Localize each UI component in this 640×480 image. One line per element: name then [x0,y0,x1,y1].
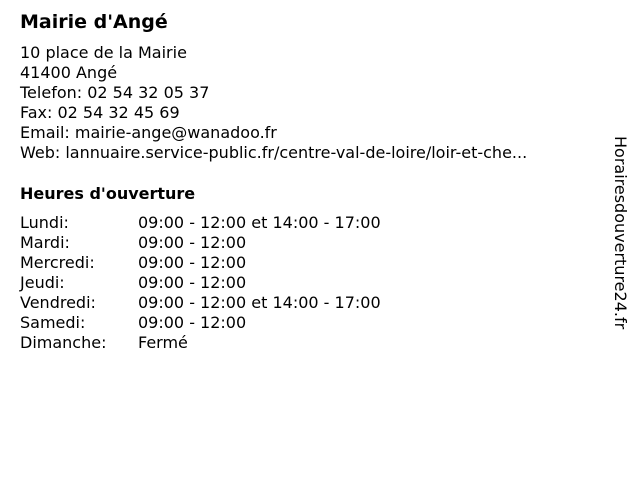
hours-time: Fermé [138,333,188,352]
page-title: Mairie d'Angé [20,11,168,33]
address-line-1: 10 place de la Mairie [20,43,187,62]
hours-day: Jeudi: [20,273,65,292]
hours-table [20,213,440,353]
hours-time: 09:00 - 12:00 [138,233,247,252]
address-line-2: 41400 Angé [20,63,118,82]
hours-time: 09:00 - 12:00 et 14:00 - 17:00 [138,213,381,232]
hours-day: Vendredi: [20,293,96,312]
hours-time: 09:00 - 12:00 [138,253,247,272]
hours-row-saturday [20,313,440,333]
contact-block [20,43,527,163]
hours-heading: Heures d'ouverture [20,184,196,203]
hours-time: 09:00 - 12:00 et 14:00 - 17:00 [138,293,381,312]
brand-watermark: Horairesdouverture24.fr [611,136,630,330]
hours-time: 09:00 - 12:00 [138,313,247,332]
hours-day: Lundi: [20,213,69,232]
hours-day: Dimanche: [20,333,107,352]
hours-row-monday [20,213,440,233]
email-line: Email: mairie-ange@wanadoo.fr [20,123,277,142]
hours-row-friday [20,293,440,313]
hours-row-sunday [20,333,440,353]
hours-row-wednesday [20,253,440,273]
web-line: Web: lannuaire.service-public.fr/centre-val-de-loire/loir-et-che... [20,143,528,162]
hours-time: 09:00 - 12:00 [138,273,247,292]
hours-row-thursday [20,273,440,293]
fax-line: Fax: 02 54 32 45 69 [20,103,180,122]
hours-day: Mercredi: [20,253,95,272]
hours-row-tuesday [20,233,440,253]
hours-day: Mardi: [20,233,70,252]
phone-line: Telefon: 02 54 32 05 37 [20,83,210,102]
hours-day: Samedi: [20,313,86,332]
